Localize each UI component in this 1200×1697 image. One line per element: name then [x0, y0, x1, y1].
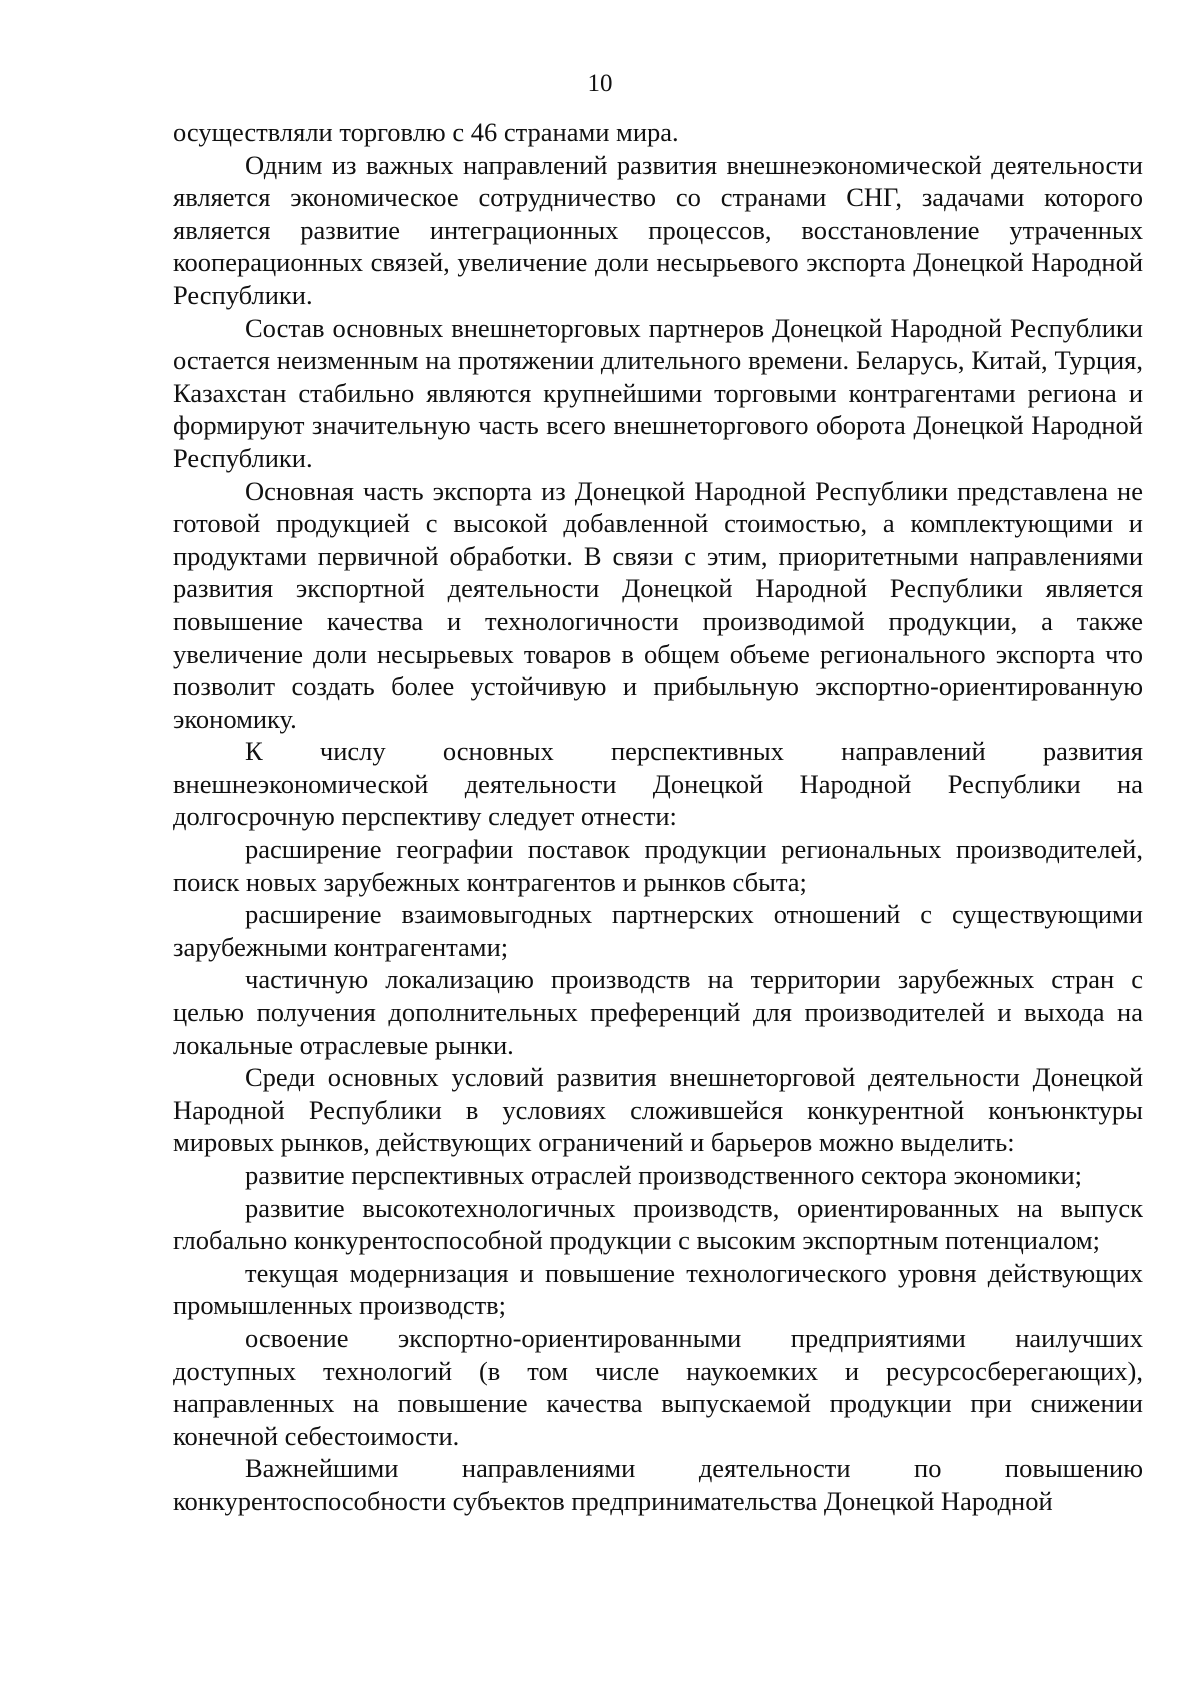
paragraph-long-term-directions: К числу основных перспективных направлений развития внешнеэкономической деятельности Донецкой Народной Республики на долгосрочную перспективу следует отнести: — [173, 736, 1143, 832]
paragraph-cis-cooperation: Одним из важных направлений развития внешнеэкономической деятельности является экономическое сотрудничество со странами СНГ, задачами которого является развитие интеграционных процессов, восстановление утраченных кооперационных связей, увеличение доли несырьевого экспорта Донецкой Народной Республики. — [173, 149, 1143, 310]
paragraph-export-structure: Основная часть экспорта из Донецкой Народной Республики представлена не готовой продукцией с высокой добавленной стоимостью, а комплектующими и продуктами первичной обработки. В связи с этим, приоритетными направлениями развития экспортной деятельности Донецкой Народной Республики является повышение качества и технологичности производимой продукции, а также увеличение доли несырьевых товаров в общем объеме регионального экспорта что позволит создать более устойчивую и прибыльную экспортно-ориентированную экономику. — [173, 475, 1143, 734]
list-item-best-technologies: освоение экспортно-ориентированными предприятиями наилучших доступных технологий (в том числе наукоемких и ресурсосберегающих), направленных на повышение качества выпускаемой продукции при снижении конечной себестоимости. — [173, 1322, 1143, 1451]
list-item-localization: частичную локализацию производств на территории зарубежных стран с целью получения дополнительных преференций для производителей и выхода на локальные отраслевые рынки. — [173, 964, 1143, 1060]
document-body — [173, 116, 1143, 1518]
paragraph-competitiveness: Важнейшими направлениями деятельности по повышению конкурентоспособности субъектов предпринимательства Донецкой Народной — [173, 1453, 1143, 1516]
page-number: 10 — [587, 70, 613, 97]
paragraph-trade-partners: Состав основных внешнеторговых партнеров Донецкой Народной Республики остается неизменным на протяжении длительного времени. Беларусь, Китай, Турция, Казахстан стабильно являются крупнейшими торговыми контрагентами региона и формируют значительную часть всего внешнеторгового оборота Донецкой Народной Республики. — [173, 312, 1143, 473]
list-item-high-tech-production: развитие высокотехнологичных производств, ориентированных на выпуск глобально конкурентоспособной продукции с высоким экспортным потенциалом; — [173, 1192, 1143, 1256]
list-item-geography-expansion: расширение географии поставок продукции региональных производителей, поиск новых зарубежных контрагентов и рынков сбыта; — [173, 834, 1143, 897]
list-item-promising-industries: развитие перспективных отраслей производственного сектора экономики; — [245, 1160, 1082, 1190]
paragraph-continuation: осуществляли торговлю с 46 странами мира. — [173, 117, 679, 147]
paragraph-trade-conditions: Среди основных условий развития внешнеторговой деятельности Донецкой Народной Республики в условиях сложившейся конкурентной конъюнктуры мировых рынков, действующих ограничений и барьеров можно выделить: — [173, 1062, 1143, 1158]
list-item-modernization: текущая модернизация и повышение технологического уровня действующих промышленных производств; — [173, 1257, 1143, 1321]
list-item-partnerships: расширение взаимовыгодных партнерских отношений с существующими зарубежными контрагентами; — [173, 899, 1143, 962]
